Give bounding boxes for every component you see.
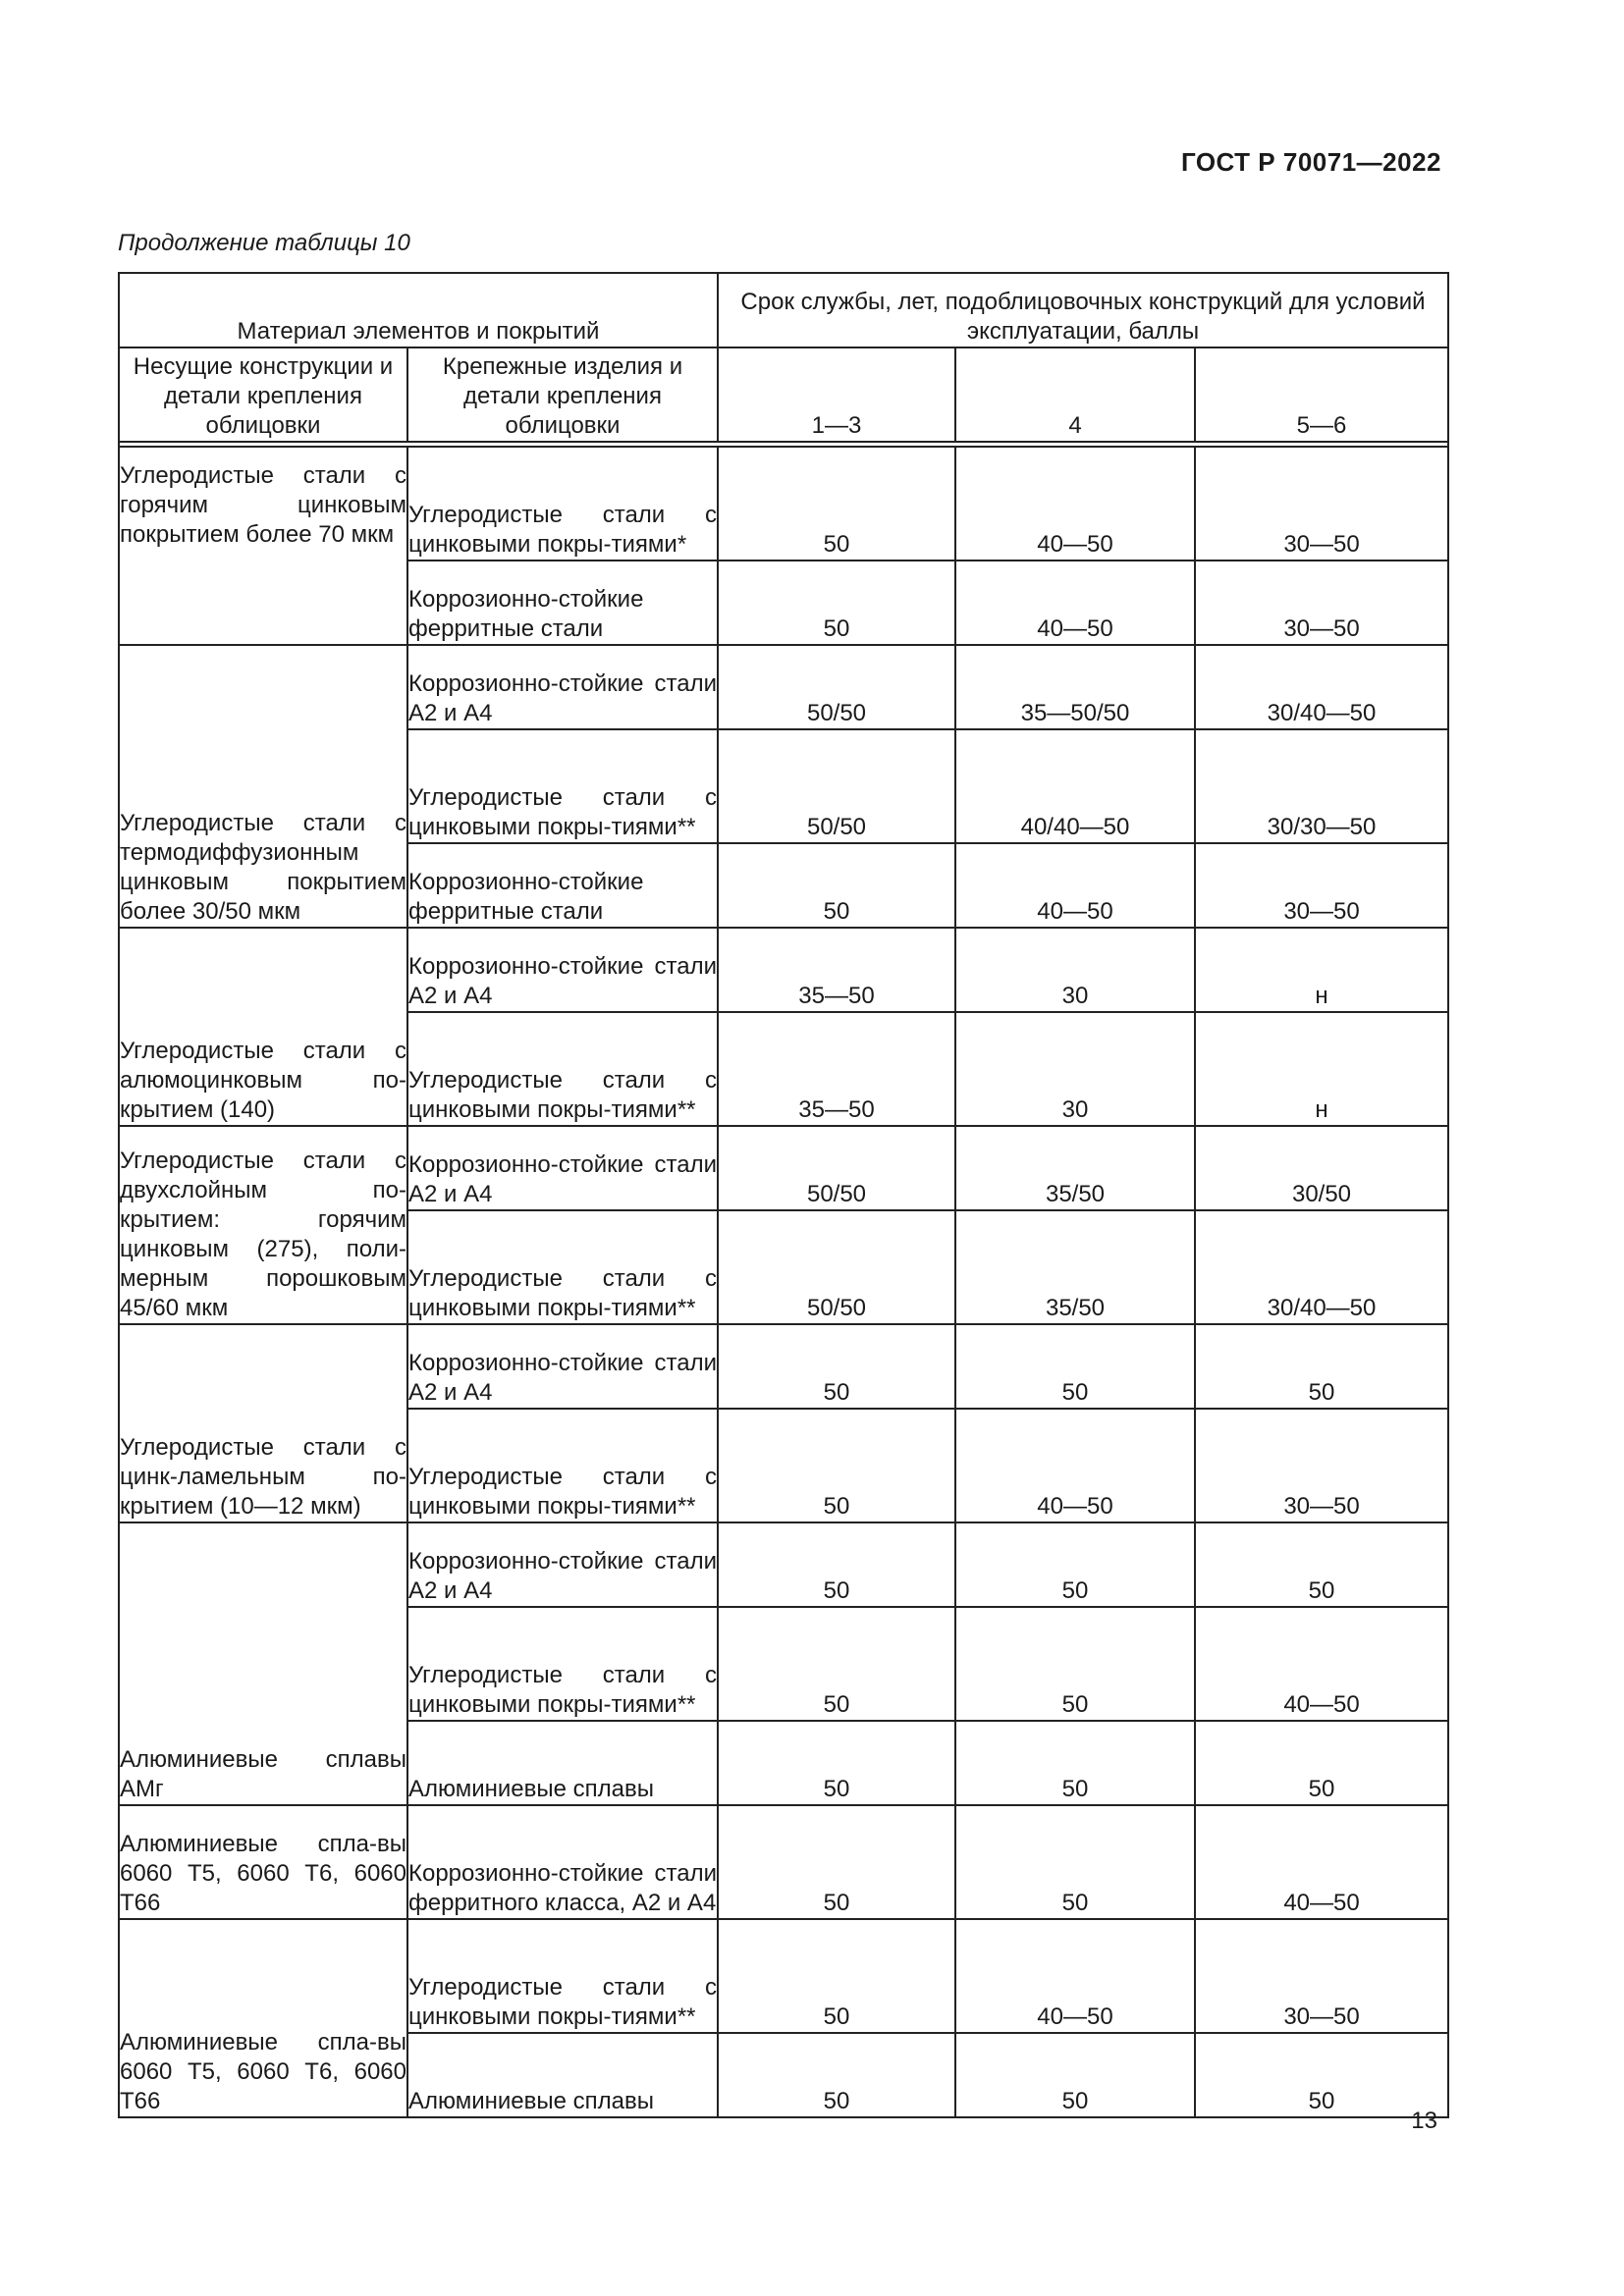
header-material: Материал элементов и покрытий: [119, 273, 718, 347]
table-caption: Продолжение таблицы 10: [118, 230, 410, 256]
value-5-6-cell: 50: [1195, 2033, 1448, 2117]
table-row: [119, 645, 1448, 729]
service-life-table: [118, 272, 1449, 2118]
value-5-6-cell: н: [1195, 928, 1448, 1012]
value-1-3-cell: 50: [718, 1409, 955, 1522]
material-cell: Углеродистые стали с цинк-ламельным по-крытием (10—12 мкм): [119, 1324, 407, 1522]
fastener-cell: Углеродистые стали с цинковыми покры-тиями**: [407, 1409, 718, 1522]
fastener-cell: Углеродистые стали с цинковыми покры-тиями**: [407, 1919, 718, 2033]
header-load-bearing: Несущие конструкции и детали крепления облицовки: [119, 347, 407, 442]
header-col-4: 4: [955, 347, 1195, 442]
value-1-3-cell: 50: [718, 1324, 955, 1409]
value-1-3-cell: 50/50: [718, 1126, 955, 1210]
fastener-cell: Коррозионно-стойкие ферритные стали: [407, 843, 718, 928]
value-4-cell: 35—50/50: [955, 645, 1195, 729]
value-4-cell: 50: [955, 1721, 1195, 1805]
fastener-cell: Коррозионно-стойкие стали А2 и А4: [407, 1126, 718, 1210]
material-cell: Алюминиевые спла-вы 6060 Т5, 6060 Т6, 6060 Т66: [119, 1805, 407, 1919]
value-4-cell: 40—50: [955, 447, 1195, 561]
value-5-6-cell: 30—50: [1195, 1919, 1448, 2033]
value-5-6-cell: 30/40—50: [1195, 645, 1448, 729]
value-1-3-cell: 50: [718, 1522, 955, 1607]
page-number: 13: [1411, 2108, 1437, 2134]
value-5-6-cell: 30—50: [1195, 843, 1448, 928]
fastener-cell: Коррозионно-стойкие стали А2 и А4: [407, 928, 718, 1012]
header-service-life: Срок службы, лет, подоблицовочных конструкций для условий эксплуатации, баллы: [718, 273, 1448, 347]
value-1-3-cell: 50: [718, 1919, 955, 2033]
material-cell: Алюминиевые сплавы АМг: [119, 1522, 407, 1805]
value-4-cell: 50: [955, 1522, 1195, 1607]
value-1-3-cell: 50/50: [718, 645, 955, 729]
value-5-6-cell: 50: [1195, 1721, 1448, 1805]
fastener-cell: Алюминиевые сплавы: [407, 1721, 718, 1805]
value-4-cell: 50: [955, 1805, 1195, 1919]
value-1-3-cell: 50: [718, 1721, 955, 1805]
value-5-6-cell: 30—50: [1195, 447, 1448, 561]
fastener-cell: Углеродистые стали с цинковыми покры-тиями**: [407, 1210, 718, 1324]
value-5-6-cell: 50: [1195, 1324, 1448, 1409]
header-fasteners: Крепежные изделия и детали крепления облицовки: [407, 347, 718, 442]
value-1-3-cell: 50: [718, 561, 955, 645]
table-row: [119, 447, 1448, 561]
material-cell: Углеродистые стали с горячим цинковым покрытием более 70 мкм: [119, 447, 407, 645]
value-1-3-cell: 35—50: [718, 1012, 955, 1126]
material-cell: Углеродистые стали с термодиффузионным цинковым покрытием более 30/50 мкм: [119, 645, 407, 928]
value-4-cell: 35/50: [955, 1126, 1195, 1210]
table-row: [119, 1324, 1448, 1409]
value-4-cell: 40—50: [955, 843, 1195, 928]
document-code: ГОСТ Р 70071—2022: [1180, 147, 1441, 177]
value-4-cell: 50: [955, 1324, 1195, 1409]
value-1-3-cell: 35—50: [718, 928, 955, 1012]
value-5-6-cell: 30/50: [1195, 1126, 1448, 1210]
fastener-cell: Алюминиевые сплавы: [407, 2033, 718, 2117]
value-1-3-cell: 50: [718, 447, 955, 561]
table-row: [119, 1805, 1448, 1919]
value-5-6-cell: 30—50: [1195, 561, 1448, 645]
value-5-6-cell: 50: [1195, 1522, 1448, 1607]
fastener-cell: Углеродистые стали с цинковыми покры-тиями**: [407, 1012, 718, 1126]
value-4-cell: 40—50: [955, 1409, 1195, 1522]
value-5-6-cell: 40—50: [1195, 1607, 1448, 1721]
fastener-cell: Коррозионно-стойкие стали ферритного класса, А2 и А4: [407, 1805, 718, 1919]
material-cell: Алюминиевые спла-вы 6060 Т5, 6060 Т6, 6060 Т66: [119, 1919, 407, 2117]
value-1-3-cell: 50/50: [718, 1210, 955, 1324]
value-1-3-cell: 50/50: [718, 729, 955, 843]
value-4-cell: 30: [955, 1012, 1195, 1126]
fastener-cell: Коррозионно-стойкие стали А2 и А4: [407, 1522, 718, 1607]
fastener-cell: Углеродистые стали с цинковыми покры-тиями*: [407, 447, 718, 561]
value-5-6-cell: 30/40—50: [1195, 1210, 1448, 1324]
header-col-5-6: 5—6: [1195, 347, 1448, 442]
fastener-cell: Коррозионно-стойкие ферритные стали: [407, 561, 718, 645]
table-row: [119, 1126, 1448, 1210]
value-4-cell: 30: [955, 928, 1195, 1012]
material-cell: Углеродистые стали с алюмоцинковым по-крытием (140): [119, 928, 407, 1126]
material-cell: Углеродистые стали с двухслойным по-крытием: горячим цинковым (275), поли-мерным порошковым 45/60 мкм: [119, 1126, 407, 1324]
value-1-3-cell: 50: [718, 1805, 955, 1919]
value-1-3-cell: 50: [718, 1607, 955, 1721]
value-4-cell: 40—50: [955, 561, 1195, 645]
value-1-3-cell: 50: [718, 843, 955, 928]
value-5-6-cell: н: [1195, 1012, 1448, 1126]
table-row: [119, 1919, 1448, 2033]
fastener-cell: Коррозионно-стойкие стали А2 и А4: [407, 645, 718, 729]
table-row: [119, 928, 1448, 1012]
value-4-cell: 40/40—50: [955, 729, 1195, 843]
value-4-cell: 50: [955, 1607, 1195, 1721]
value-5-6-cell: 40—50: [1195, 1805, 1448, 1919]
value-4-cell: 40—50: [955, 1919, 1195, 2033]
value-5-6-cell: 30—50: [1195, 1409, 1448, 1522]
fastener-cell: Углеродистые стали с цинковыми покры-тиями**: [407, 729, 718, 843]
fastener-cell: Углеродистые стали с цинковыми покры-тиями**: [407, 1607, 718, 1721]
fastener-cell: Коррозионно-стойкие стали А2 и А4: [407, 1324, 718, 1409]
table-row: [119, 1522, 1448, 1607]
header-col-1-3: 1—3: [718, 347, 955, 442]
value-5-6-cell: 30/30—50: [1195, 729, 1448, 843]
value-1-3-cell: 50: [718, 2033, 955, 2117]
value-4-cell: 35/50: [955, 1210, 1195, 1324]
value-4-cell: 50: [955, 2033, 1195, 2117]
